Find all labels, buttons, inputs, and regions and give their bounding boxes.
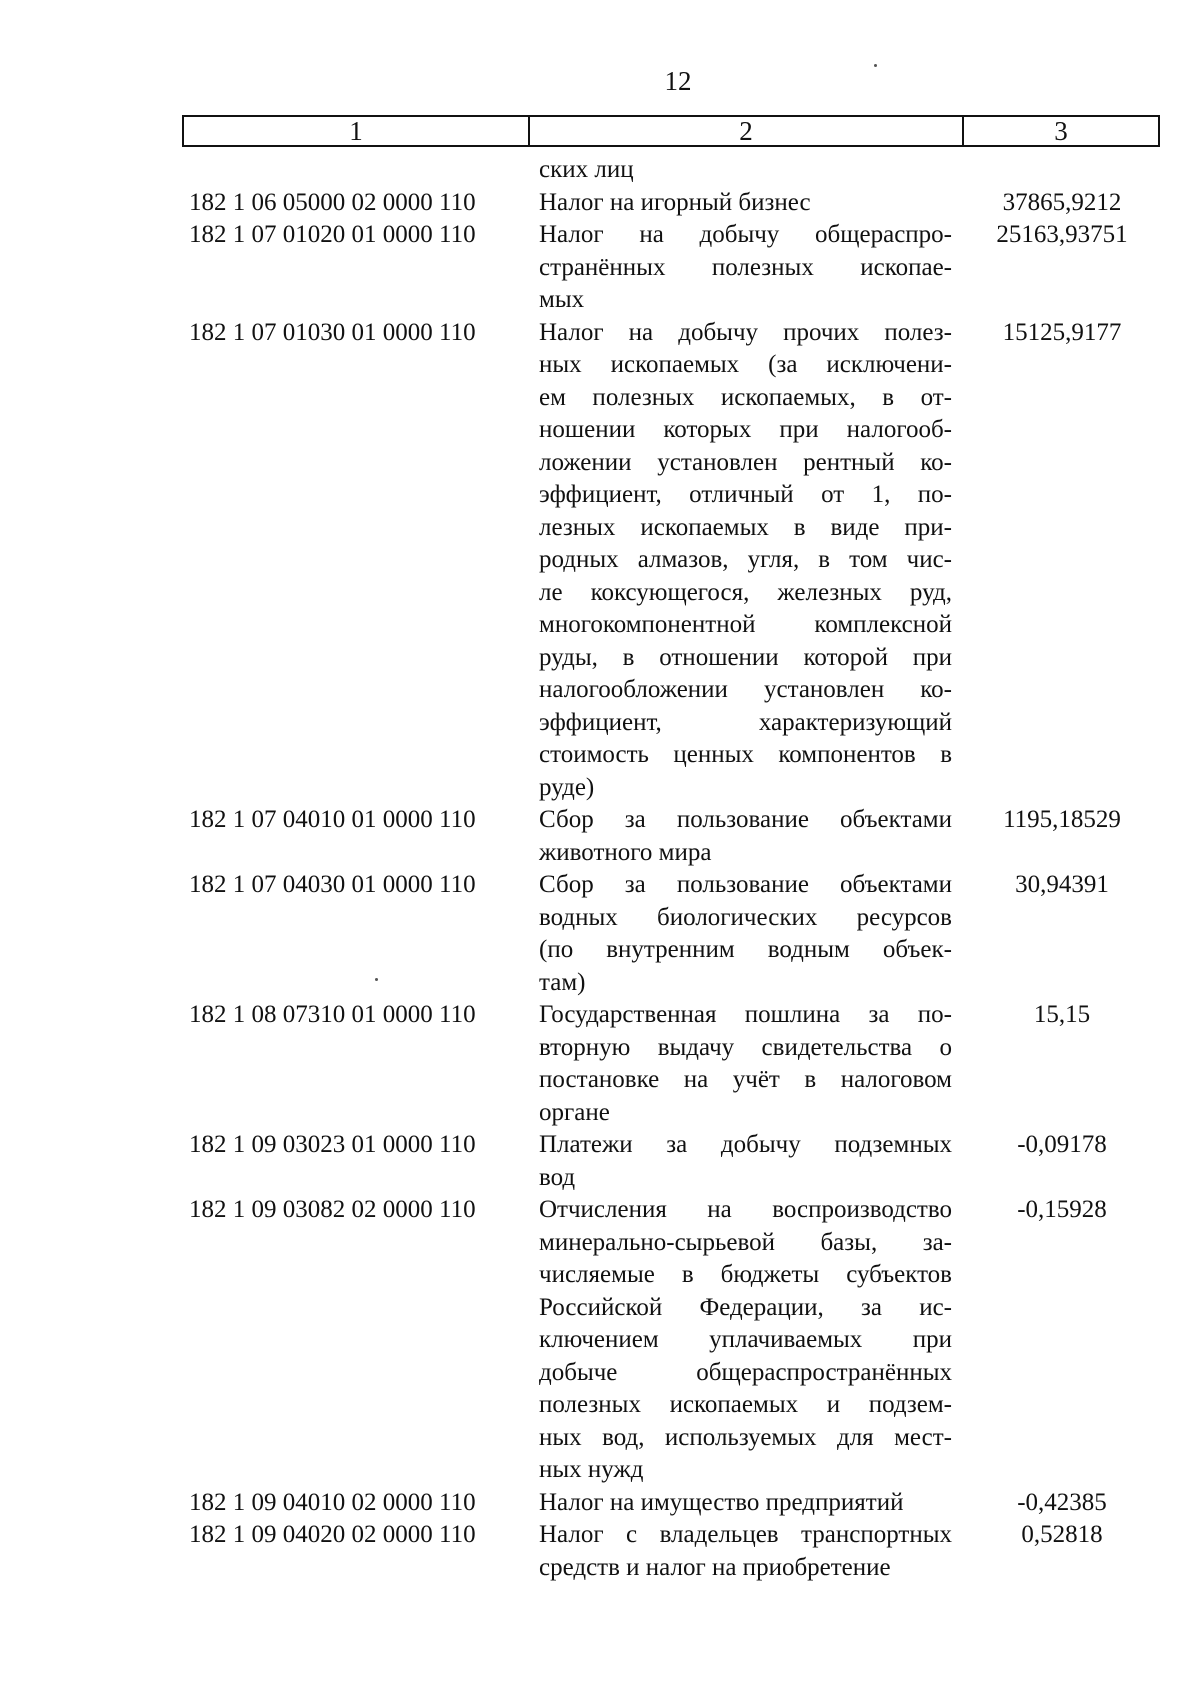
description-line: постановке на учёт в налоговом	[539, 1066, 952, 1093]
description-line: Российской Федерации, за ис-	[539, 1293, 952, 1321]
table-row	[0, 1487, 1200, 1520]
budget-classification-code: 182 1 07 04010 01 0000 110	[189, 806, 476, 833]
table-header-column-3: 3	[1054, 116, 1068, 146]
description-line: Налог на добычу прочих полез-	[539, 318, 952, 346]
budget-classification-code: 182 1 06 05000 02 0000 110	[189, 188, 476, 216]
description-line: Платежи за добычу подземных	[539, 1131, 952, 1158]
revenue-description	[539, 869, 952, 999]
table-row	[0, 317, 1200, 805]
description-line: руды, в отношении которой при	[539, 643, 952, 671]
description-line: мых	[539, 286, 585, 313]
description-line: ных вод, используемых для мест-	[539, 1423, 952, 1451]
revenue-description	[539, 804, 952, 869]
budget-classification-code: 182 1 09 04020 02 0000 110	[189, 1521, 476, 1548]
description-line: ложении установлен рентный ко-	[539, 448, 952, 476]
description-line: эффициент, отличный от 1, по-	[539, 481, 952, 508]
revenue-description	[539, 999, 952, 1129]
description-line: ных ископаемых (за исключени-	[539, 351, 952, 378]
description-line: Налог на имущество предприятий	[539, 1488, 904, 1516]
description-line: минерально-сырьевой базы, за-	[539, 1228, 952, 1256]
table-body	[0, 154, 1200, 1584]
description-line: родных алмазов, угля, в том чис-	[539, 546, 952, 573]
amount-value: 25163,93751	[996, 221, 1128, 248]
revenue-description	[539, 219, 952, 317]
description-line: органе	[539, 1098, 610, 1126]
description-line: ем полезных ископаемых, в от-	[539, 383, 952, 411]
revenue-description	[539, 1194, 952, 1487]
amount-value: 37865,9212	[1002, 188, 1122, 216]
table-row	[0, 869, 1200, 999]
table-row	[0, 154, 1200, 187]
description-line: животного мира	[539, 838, 712, 866]
page-number: 12	[664, 66, 692, 96]
description-line: Сбор за пользование объектами	[539, 871, 952, 898]
scan-speck	[375, 978, 378, 981]
description-line: средств и налог на приобретение	[539, 1553, 891, 1581]
table-row	[0, 1194, 1200, 1487]
revenue-description	[539, 1519, 952, 1584]
revenue-description	[539, 1129, 952, 1194]
table-row	[0, 219, 1200, 317]
description-line: Государственная пошлина за по-	[539, 1001, 952, 1028]
description-line: Налог на игорный бизнес	[539, 188, 811, 216]
budget-classification-code: 182 1 07 01020 01 0000 110	[189, 221, 476, 248]
description-line: стоимость ценных компонентов в	[539, 741, 952, 768]
description-line: странённых полезных ископае-	[539, 253, 952, 281]
revenue-description	[539, 1487, 952, 1520]
description-line: там)	[539, 968, 586, 996]
description-line: многокомпонентной комплексной	[539, 611, 952, 638]
table-row	[0, 804, 1200, 869]
amount-value: 30,94391	[1015, 871, 1109, 898]
amount-value: -0,42385	[1017, 1488, 1107, 1516]
amount-value: 15,15	[1033, 1001, 1091, 1028]
description-line: ных нужд	[539, 1456, 644, 1483]
description-line: вод	[539, 1163, 576, 1191]
description-line: числяемые в бюджеты субъектов	[539, 1261, 952, 1288]
description-line: лезных ископаемых в виде при-	[539, 513, 952, 541]
description-line: ключением уплачиваемых при	[539, 1326, 952, 1353]
budget-classification-code: 182 1 09 03082 02 0000 110	[189, 1196, 476, 1223]
description-line: вторную выдачу свидетельства о	[539, 1033, 952, 1061]
description-line: налогообложении установлен ко-	[539, 676, 952, 703]
amount-value: -0,15928	[1017, 1196, 1107, 1223]
description-line: ношении которых при налогооб-	[539, 416, 952, 443]
description-line: (по внутренним водным объек-	[539, 936, 952, 963]
description-line: Налог на добычу общераспро-	[539, 221, 952, 248]
description-line: полезных ископаемых и подзем-	[539, 1391, 952, 1418]
table-row	[0, 999, 1200, 1129]
description-line: водных биологических ресурсов	[539, 903, 952, 931]
description-line: Налог с владельцев транспортных	[539, 1521, 952, 1548]
table-row	[0, 1519, 1200, 1584]
budget-classification-code: 182 1 09 04010 02 0000 110	[189, 1488, 476, 1516]
revenue-description	[539, 317, 952, 805]
description-line: эффициент, характеризующий	[539, 708, 952, 736]
table-header-column-2: 2	[530, 117, 964, 145]
table-row	[0, 187, 1200, 220]
amount-value: -0,09178	[1017, 1131, 1107, 1158]
description-line: Сбор за пользование объектами	[539, 806, 952, 833]
budget-classification-code: 182 1 08 07310 01 0000 110	[189, 1001, 476, 1028]
table-header-row	[182, 115, 1160, 147]
revenue-description	[539, 154, 952, 187]
budget-classification-code: 182 1 07 04030 01 0000 110	[189, 871, 476, 898]
table-header-column-1: 1	[184, 117, 530, 145]
description-line: ле коксующегося, железных руд,	[539, 578, 952, 606]
amount-value: 15125,9177	[1002, 318, 1122, 346]
amount-value: 0,52818	[1021, 1521, 1103, 1548]
description-line: ских лиц	[539, 156, 634, 183]
amount-value: 1195,18529	[1003, 806, 1121, 833]
budget-classification-code: 182 1 07 01030 01 0000 110	[189, 318, 476, 346]
table-row	[0, 1129, 1200, 1194]
description-line: добыче общераспространённых	[539, 1358, 952, 1386]
description-line: Отчисления на воспроизводство	[539, 1196, 952, 1223]
description-line: руде)	[539, 773, 595, 801]
budget-classification-code: 182 1 09 03023 01 0000 110	[189, 1131, 476, 1158]
revenue-description	[539, 187, 952, 220]
scan-speck	[874, 64, 877, 67]
